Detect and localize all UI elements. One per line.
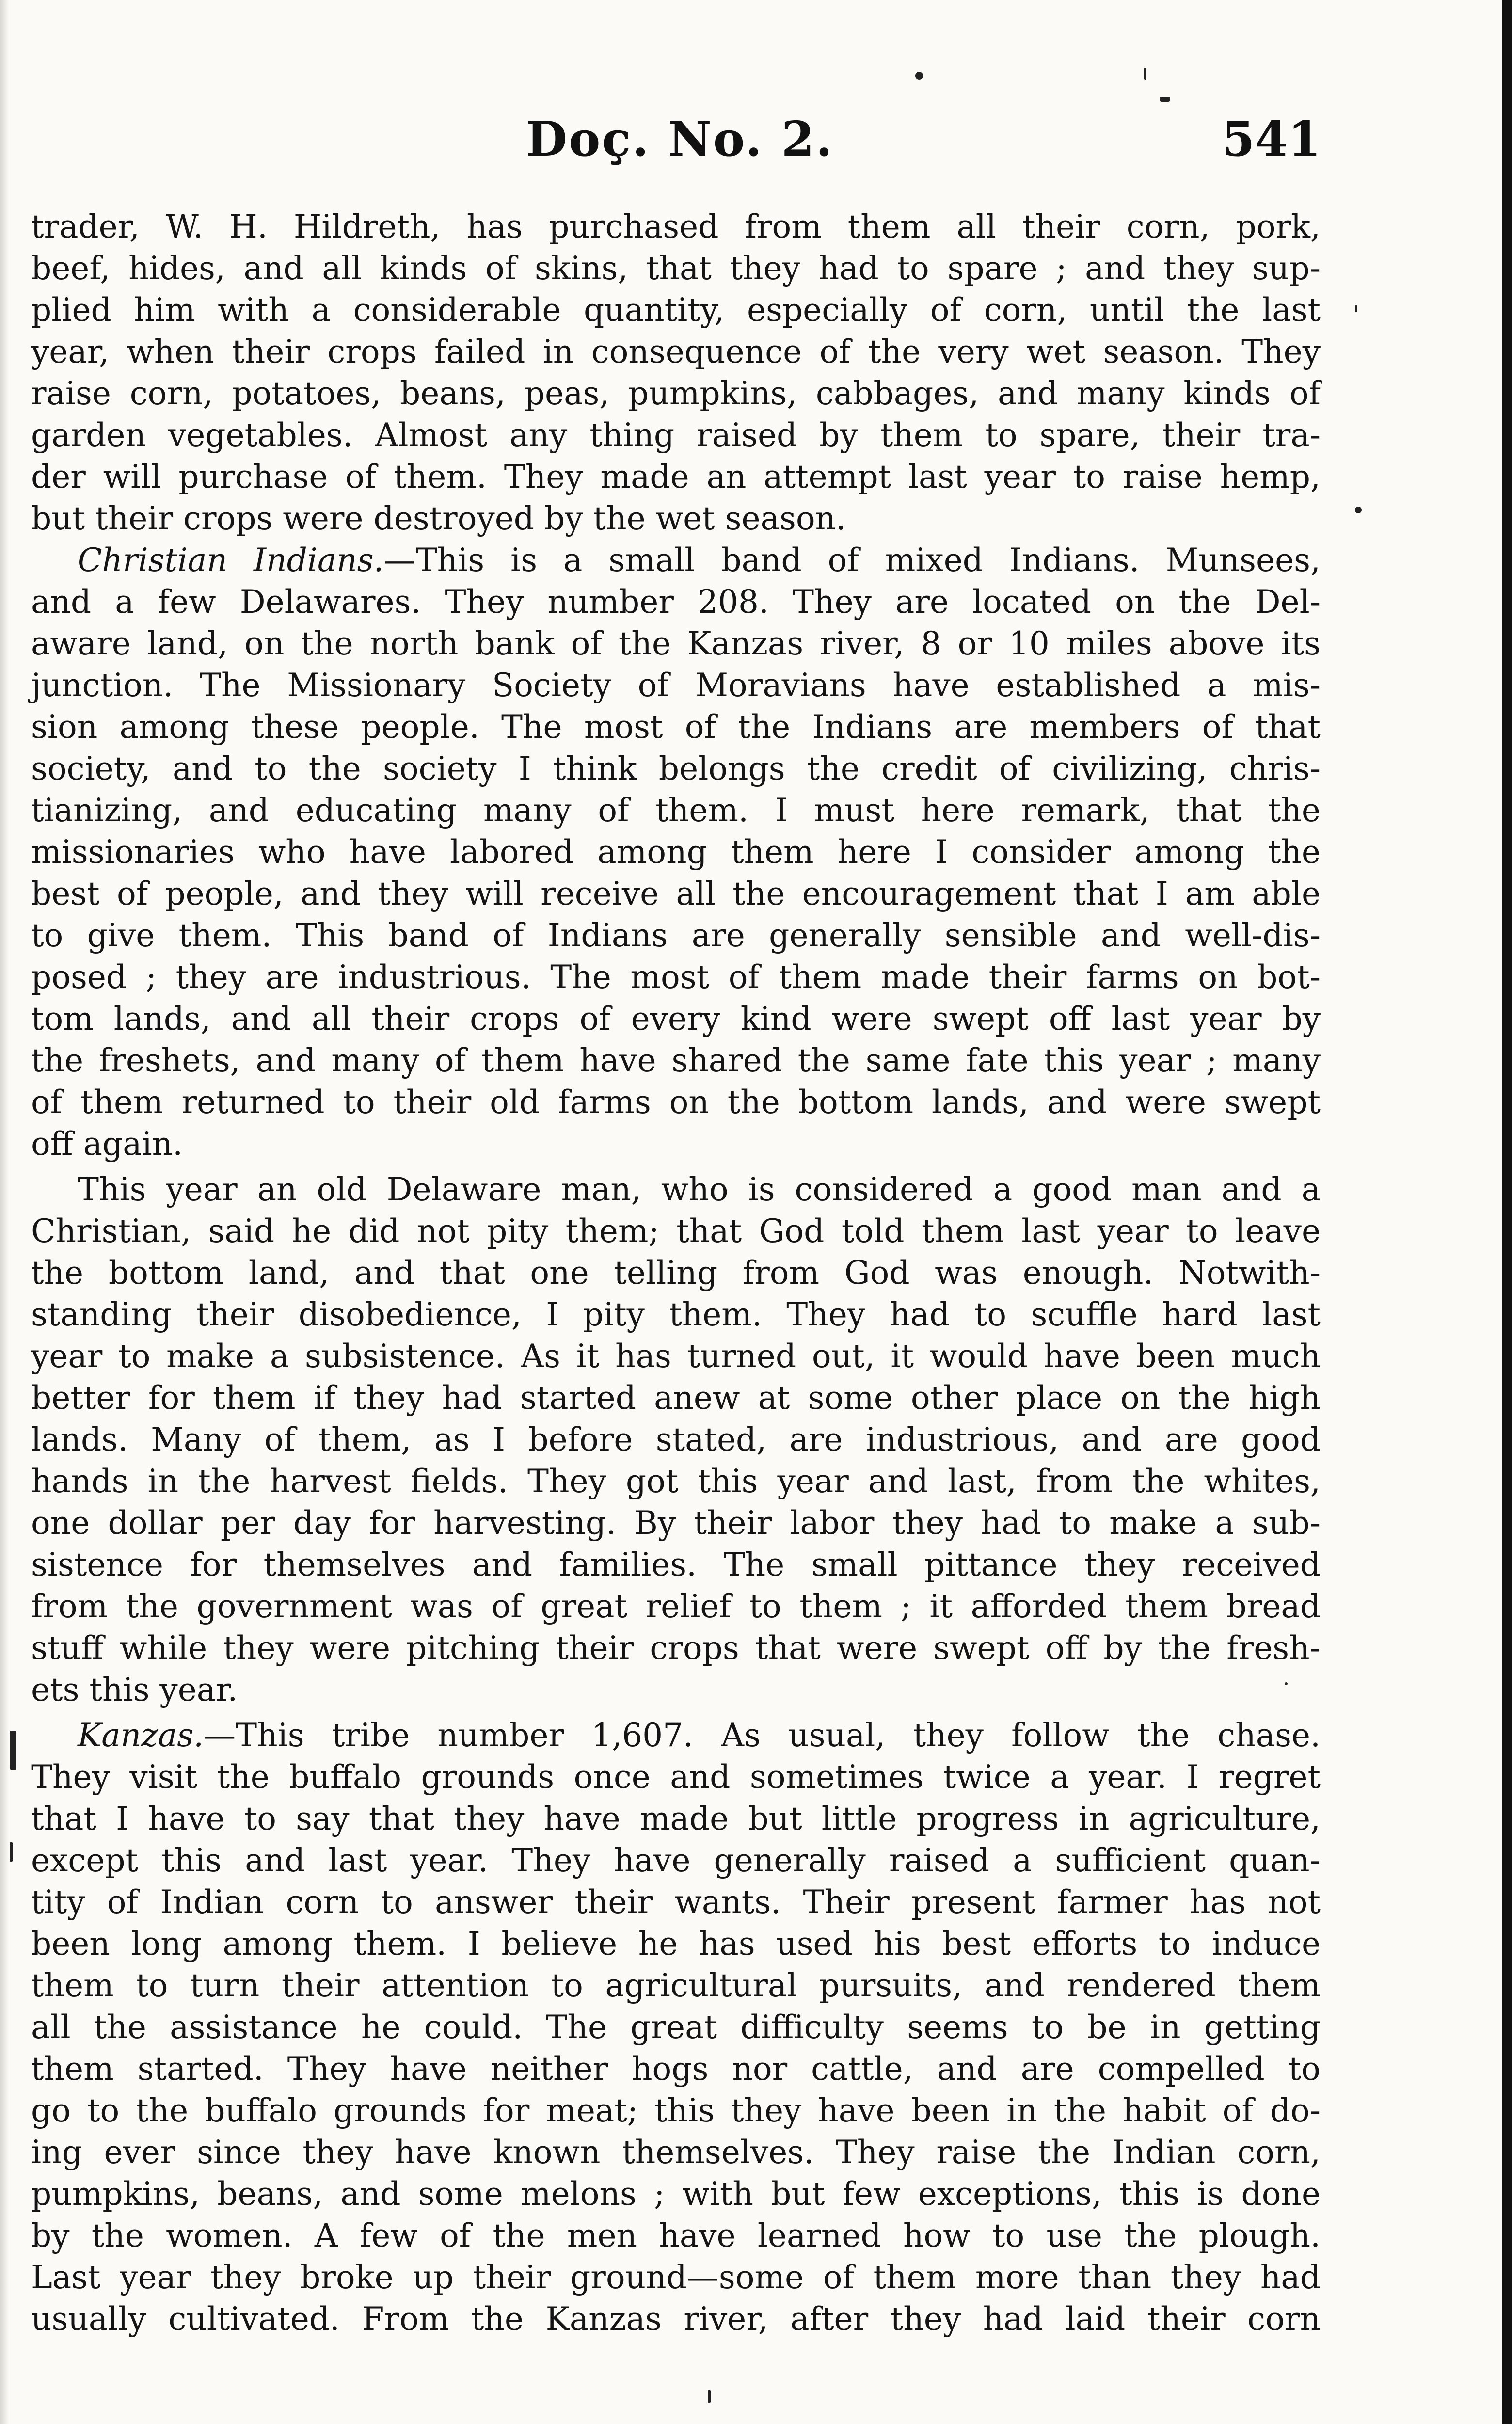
text-line: tity of Indian corn to answer their wants. Their present farmer has not [31,1883,1321,1921]
scan-speck [1355,305,1357,312]
text-line: and a few Delawares. They number 208. They are located on the Del- [31,583,1321,621]
section-heading: Christian Indians. [78,542,384,579]
text-line: one dollar per day for harvesting. By their labor they had to make a sub- [31,1504,1321,1542]
scan-speck [1355,507,1362,513]
text-line: the bottom land, and that one telling from God was enough. Notwith- [31,1254,1321,1292]
text-line: standing their disobedience, I pity them. They had to scuffle hard last [31,1296,1321,1333]
text-line: garden vegetables. Almost any thing raised by them to spare, their tra- [31,416,1321,454]
text-line: from the government was of great relief to them ; it afforded them bread [31,1588,1321,1625]
text-line: all the assistance he could. The great difficulty seems to be in getting [31,2009,1321,2046]
text-line: This year an old Delaware man, who is considered a good man and a [78,1171,1321,1208]
paragraph [31,1715,1321,2340]
running-header [526,112,1321,184]
text-line: lands. Many of them, as I before stated, are industrious, and are good [31,1421,1321,1458]
scan-border-right [1502,0,1512,2424]
text-line: year to make a subsistence. As it has turned out, it would have been much [31,1338,1321,1375]
scan-speck [708,2390,711,2403]
text-line: hands in the harvest fields. They got this year and last, from the whites, [31,1463,1321,1500]
text-run: —This is a small band of mixed Indians. Munsees, [383,542,1321,579]
text-line: of them returned to their old farms on the bottom lands, and were swept [31,1084,1321,1121]
text-line: tianizing, and educating many of them. I must here remark, that the [31,792,1321,829]
page-number: 541 [1222,112,1321,167]
text-line: der will purchase of them. They made an attempt last year to raise hemp, [31,458,1321,495]
text-line: off again. [31,1125,183,1163]
text-line: posed ; they are industrious. The most of them made their farms on bot- [31,958,1321,996]
text-line: Last year they broke up their ground—some of them more than they had [31,2259,1321,2296]
text-line: plied him with a considerable quantity, especially of corn, until the last [31,291,1321,329]
text-line: year, when their crops failed in consequence of the very wet season. They [31,333,1321,370]
text-line: by the women. A few of the men have learned how to use the plough. [31,2217,1321,2254]
text-line: go to the buffalo grounds for meat; this they have been in the habit of do- [31,2092,1321,2129]
text-line: pumpkins, beans, and some melons ; with but few exceptions, this is done [31,2175,1321,2213]
text-line: They visit the buffalo grounds once and sometimes twice a year. I regret [31,1758,1321,1796]
text-line: to give them. This band of Indians are generally sensible and well-dis- [31,917,1321,954]
text-line: ets this year. [31,1671,238,1708]
text-line: usually cultivated. From the Kanzas river, after they had laid their corn [31,2300,1321,2338]
scan-speck [10,1731,16,1770]
text-line: them started. They have neither hogs nor cattle, and are compelled to [31,2050,1321,2088]
text-line: them to turn their attention to agricultural pursuits, and rendered them [31,1967,1321,2004]
text-line: sistence for themselves and families. The small pittance they received [31,1546,1321,1583]
text-line: best of people, and they will receive all the encouragement that I am able [31,875,1321,912]
text-line: that I have to say that they have made but little progress in agriculture, [31,1800,1321,1837]
scan-speck [915,72,923,80]
scan-speck [1144,68,1146,80]
section-heading: Kanzas. [78,1717,204,1754]
text-line: the freshets, and many of them have shared the same fate this year ; many [31,1042,1321,1079]
scan-speck [10,1842,13,1862]
scan-shadow-left [0,0,9,2424]
text-line: aware land, on the north bank of the Kanzas river, 8 or 10 miles above its [31,625,1321,662]
text-line: ing ever since they have known themselves. They raise the Indian corn, [31,2134,1321,2171]
document-title: Doç. No. 2. [526,112,834,167]
paragraph [31,1169,1321,1711]
text-line: trader, W. H. Hildreth, has purchased from them all their corn, pork, [31,208,1321,245]
text-line: tom lands, and all their crops of every kind were swept off last year by [31,1000,1321,1037]
text-line: but their crops were destroyed by the wet season. [31,500,846,537]
text-line: junction. The Missionary Society of Moravians have established a mis- [31,667,1321,704]
text-line: missionaries who have labored among them here I consider among the [31,833,1321,871]
text-run: —This tribe number 1,607. As usual, they follow the chase. [204,1717,1321,1754]
text-line [31,540,1321,581]
scan-speck [1160,97,1170,102]
text-line: society, and to the society I think belongs the credit of civilizing, chris- [31,750,1321,787]
text-line: beef, hides, and all kinds of skins, that they had to spare ; and they sup- [31,250,1321,287]
text-line: raise corn, potatoes, beans, peas, pumpkins, cabbages, and many kinds of [31,375,1321,412]
text-line: sion among these people. The most of the Indians are members of that [31,708,1321,746]
text-line: better for them if they had started anew at some other place on the high [31,1379,1321,1417]
text-line: Christian, said he did not pity them; that God told them last year to leave [31,1212,1321,1250]
text-line: been long among them. I believe he has used his best efforts to induce [31,1925,1321,1962]
paragraph [31,540,1321,1165]
paragraph [31,206,1321,540]
text-line: except this and last year. They have generally raised a sufficient quan- [31,1842,1321,1879]
text-line [31,1715,1321,1756]
body-text [31,206,1321,2340]
text-line: stuff while they were pitching their crops that were swept off by the fresh- [31,1629,1321,1667]
